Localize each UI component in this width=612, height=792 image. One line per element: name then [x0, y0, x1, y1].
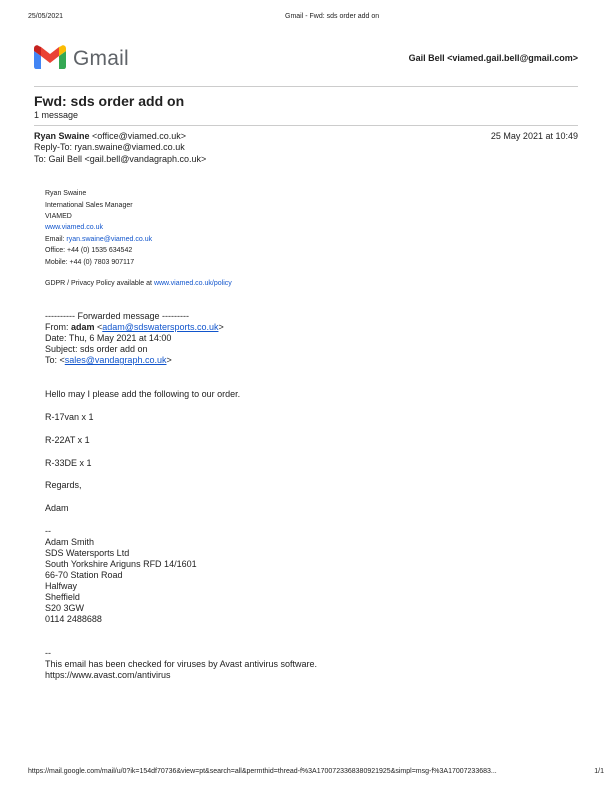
sig-email-link[interactable]: ryan.swaine@viamed.co.uk [66, 236, 153, 243]
gdpr-link[interactable]: www.viamed.co.uk/policy [153, 280, 232, 287]
sig-phone: 0114 2488688 [45, 614, 102, 624]
account-name: Gail Bell <viamed.gail.bell@gmail.com> [408, 53, 578, 63]
sig-city: Sheffield [45, 592, 80, 602]
forward-to-email-link[interactable]: sales@vandagraph.co.uk [64, 355, 167, 365]
body-signoff: Adam [45, 503, 69, 513]
sig-sender-name: Adam Smith [45, 537, 95, 547]
sig-name: Ryan Swaine [45, 190, 87, 197]
forward-to: To: <sales@vandagraph.co.uk> [45, 355, 172, 365]
gdpr-line [45, 280, 232, 287]
body-closing: Regards, [45, 480, 82, 490]
sig-street-link[interactable]: 66-70 Station Road [45, 570, 123, 580]
message-date: 25 May 2021 at 10:49 [490, 131, 578, 141]
subject-divider [34, 125, 578, 126]
body-line: Hello may I please add the following to our order. [45, 389, 241, 399]
forward-subject: Subject: sds order add on [45, 344, 148, 354]
sig-mobile: Mobile: +44 (0) 7803 907117 [45, 259, 135, 266]
gdpr-text: GDPR / Privacy Policy available at [45, 280, 154, 287]
sig-sender-company: SDS Watersports Ltd [45, 548, 130, 558]
avast-notice: This email has been checked for viruses by Avast antivirus software. [45, 659, 317, 669]
print-url: https://mail.google.com/mail/u/0?ik=154df70736&view=pt&search=all&permthid=thread-f%3A1700723368380921925&simpl=msg-f%3A17007233683... [28, 768, 497, 775]
order-item: R-17van x 1 [45, 412, 94, 422]
order-item: R-22AT x 1 [45, 435, 90, 445]
forward-from-name: adam [71, 322, 95, 332]
order-item: R-33DE x 1 [45, 458, 92, 468]
sig-role: International Sales Manager [45, 202, 133, 209]
gmail-logo[interactable] [34, 45, 134, 71]
sig-company: VIAMED [45, 213, 72, 220]
forward-date: Date: Thu, 6 May 2021 at 14:00 [45, 333, 172, 343]
header-divider [34, 86, 578, 87]
sig-dash: -- [45, 526, 51, 536]
sig-sender-address: South Yorkshire Ariguns RFD 14/1601 [45, 559, 197, 569]
gmail-wordmark: Gmail [73, 47, 129, 70]
sig-area: Halfway [45, 581, 78, 591]
forward-separator: ---------- Forwarded message --------- [45, 311, 189, 321]
sender-email: <office@viamed.co.uk> [92, 131, 187, 141]
forward-from-label: From: [45, 322, 71, 332]
sig-postcode: S20 3GW [45, 603, 85, 613]
avast-dash: -- [45, 648, 51, 658]
gmail-m-icon [34, 45, 66, 69]
print-date: 25/05/2021 [28, 13, 64, 20]
reply-to: Reply-To: ryan.swaine@viamed.co.uk [34, 142, 185, 152]
sig-email-label: Email: [45, 236, 67, 243]
sig-office: Office: +44 (0) 1535 634542 [45, 247, 133, 254]
recipient: To: Gail Bell <gail.bell@vandagraph.co.uk> [34, 154, 207, 164]
forward-to-label: To: < [45, 355, 65, 365]
page-number: 1/1 [594, 768, 604, 775]
thread-subject: Fwd: sds order add on [34, 93, 185, 109]
sender-name: Ryan Swaine [34, 131, 90, 141]
print-title: Gmail - Fwd: sds order add on [285, 13, 380, 20]
message-count: 1 message [34, 110, 79, 120]
avast-link[interactable]: https://www.avast.com/antivirus [45, 670, 171, 680]
sender [34, 131, 186, 141]
sig-website-link[interactable]: www.viamed.co.uk [45, 224, 103, 231]
forward-from-email-link[interactable]: adam@sdswatersports.co.uk [102, 322, 219, 332]
sig-email [45, 236, 152, 243]
forward-from: From: adam <adam@sdswatersports.co.uk> [45, 322, 224, 332]
